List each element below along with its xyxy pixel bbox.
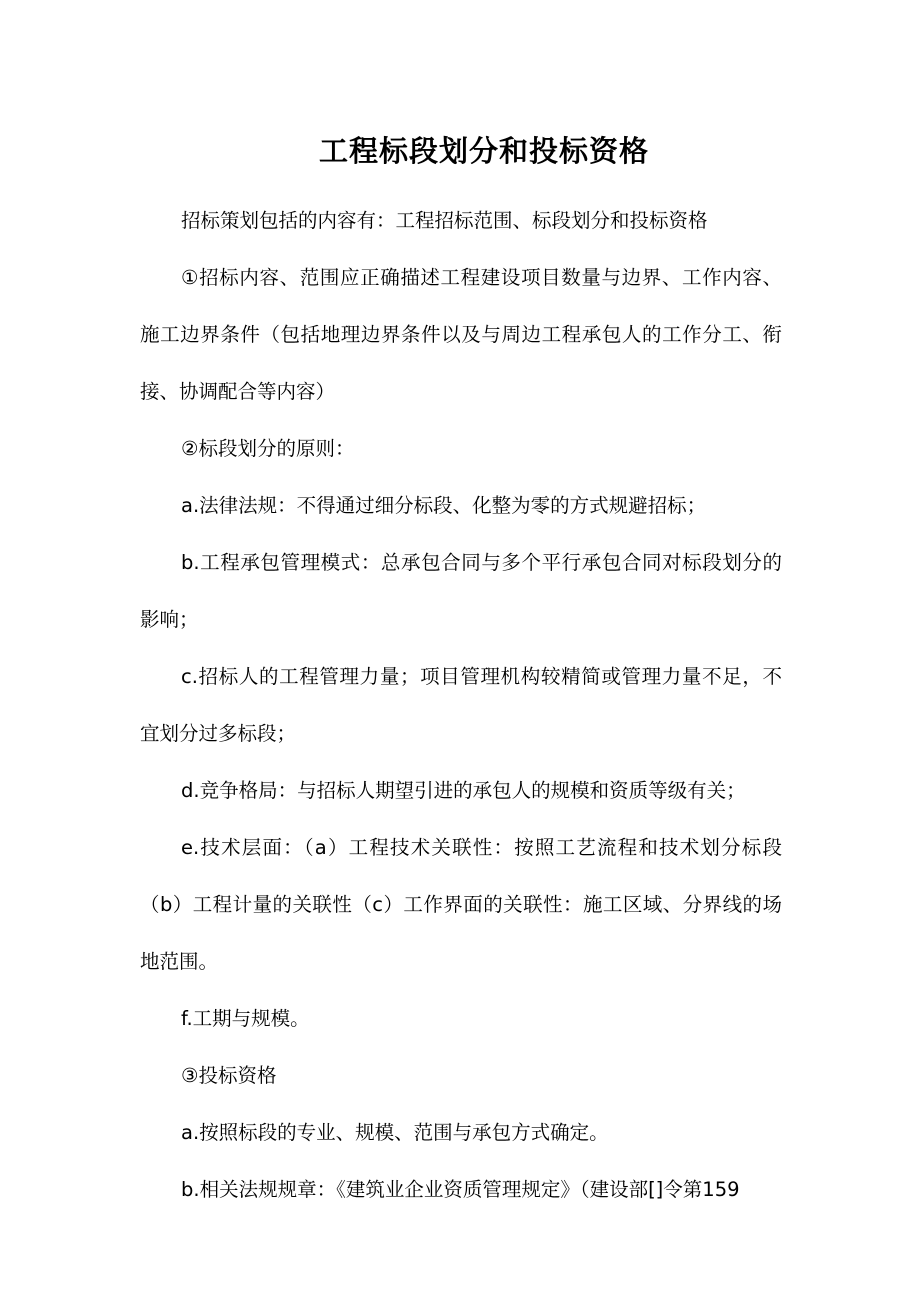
paragraph-qualification-heading: ③投标资格: [181, 1064, 277, 1087]
paragraph-item-f: f.工期与规模。: [181, 1007, 310, 1030]
paragraph-item-d: d.竞争格局：与招标人期望引进的承包人的规模和资质等级有关；: [181, 779, 746, 802]
paragraph-qualification-a: a.按照标段的专业、规模、范围与承包方式确定。: [181, 1121, 609, 1144]
paragraph-item-e: e.技术层面：（a）工程技术关联性：按照工艺流程和技术划分标段（b）工程计量的关联性（c）工作界面的关联性：施工区域、分界线的场地范围。: [140, 836, 782, 973]
paragraph-item-c: c.招标人的工程管理力量；项目管理机构较精简或管理力量不足，不宜划分过多标段；: [140, 665, 782, 745]
paragraph-item-a: a.法律法规：不得通过细分标段、化整为零的方式规避招标；: [181, 494, 707, 517]
document-body: [140, 192, 782, 1218]
paragraph-scope: ①招标内容、范围应正确描述工程建设项目数量与边界、工作内容、施工边界条件（包括地理边界条件以及与周边工程承包人的工作分工、衔接、协调配合等内容）: [140, 266, 782, 403]
paragraph-intro: 招标策划包括的内容有：工程招标范围、标段划分和投标资格: [181, 209, 708, 232]
document-title: 工程标段划分和投标资格: [318, 134, 649, 169]
paragraph-item-b: b.工程承包管理模式：总承包合同与多个平行承包合同对标段划分的影响；: [140, 551, 782, 631]
paragraph-qualification-b: b.相关法规规章：《建筑业企业资质管理规定》（建设部[]令第159: [181, 1178, 740, 1201]
paragraph-division-heading: ②标段划分的原则：: [181, 437, 355, 460]
document-page: [140, 0, 782, 1302]
